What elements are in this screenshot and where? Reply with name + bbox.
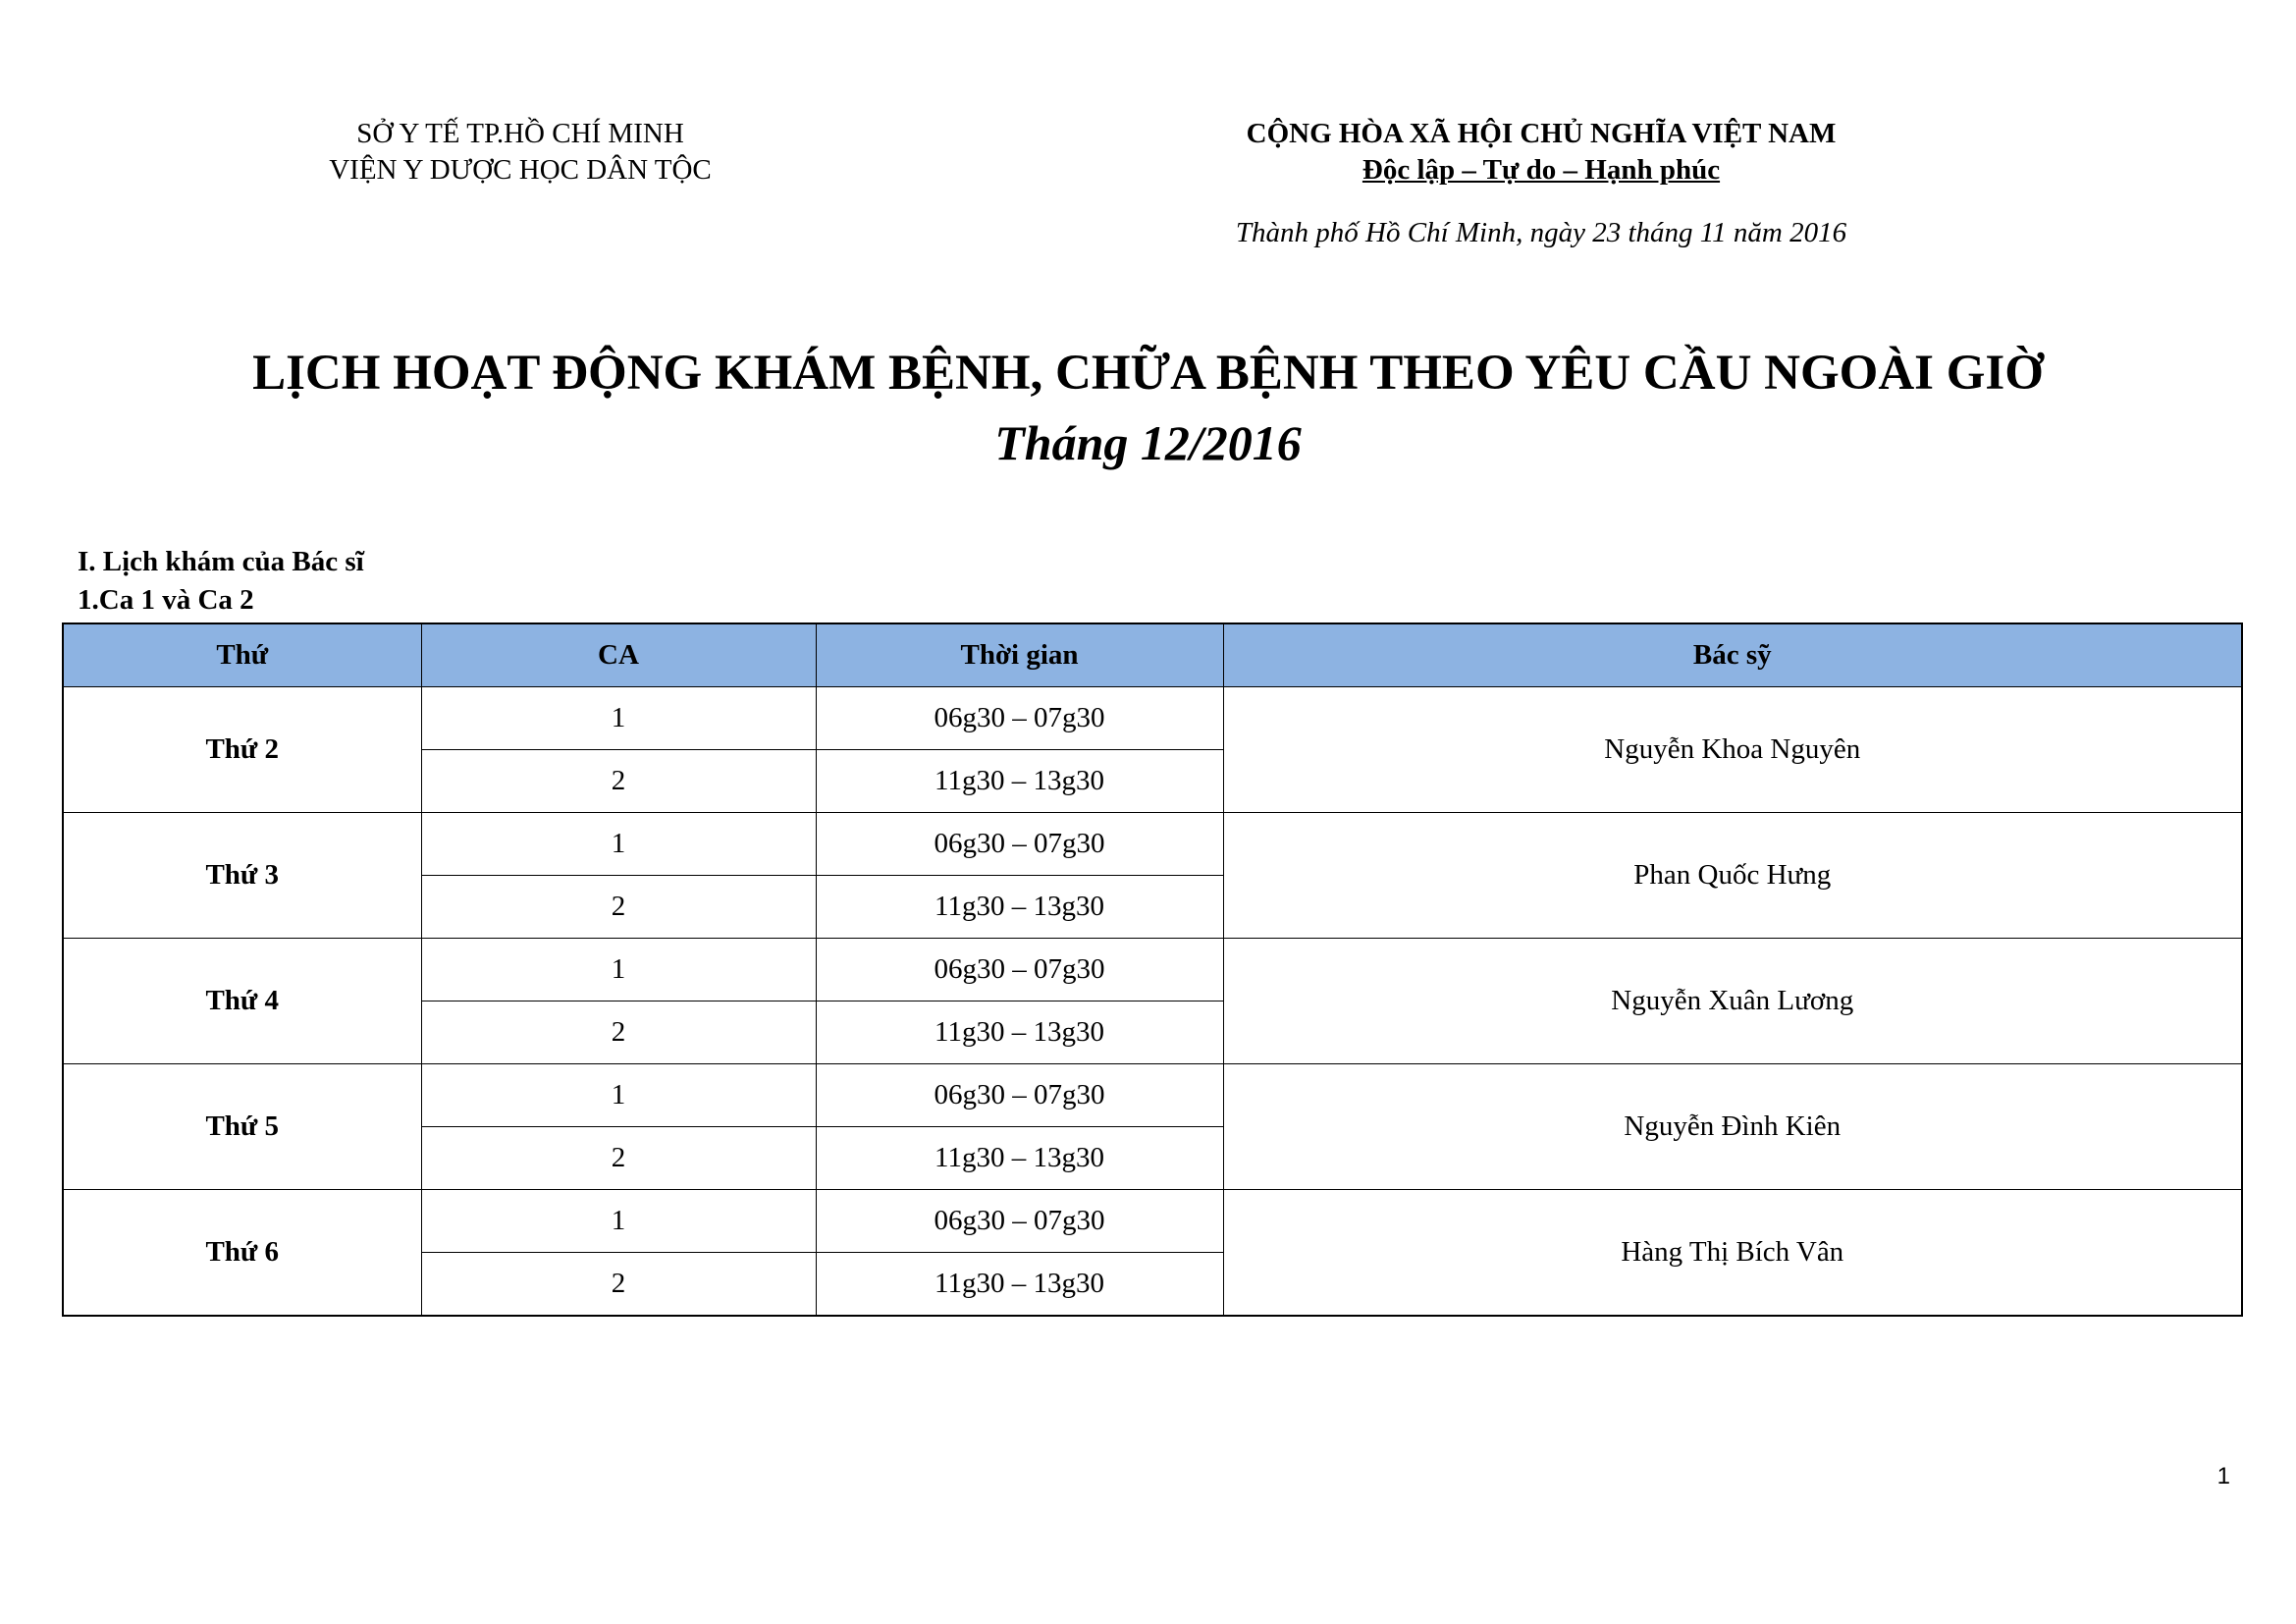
doctor-cell: Nguyễn Xuân Lương xyxy=(1223,939,2242,1064)
shift-cell: 1 xyxy=(421,939,816,1001)
day-cell: Thứ 2 xyxy=(63,687,421,813)
document-title: LỊCH HOẠT ĐỘNG KHÁM BỆNH, CHỮA BỆNH THEO YÊU CẦU NGOÀI GIỜ xyxy=(252,346,2044,401)
shift-cell: 2 xyxy=(421,1127,816,1190)
issuing-authority xyxy=(226,116,815,189)
day-cell: Thứ 3 xyxy=(63,813,421,939)
table-row xyxy=(63,1064,2242,1127)
time-cell: 06g30 – 07g30 xyxy=(816,939,1223,1001)
shift-cell: 2 xyxy=(421,876,816,939)
column-header-day: Thứ xyxy=(63,623,421,687)
time-cell: 06g30 – 07g30 xyxy=(816,813,1223,876)
day-cell: Thứ 5 xyxy=(63,1064,421,1190)
column-header-time: Thời gian xyxy=(816,623,1223,687)
day-cell: Thứ 6 xyxy=(63,1190,421,1317)
shift-cell: 1 xyxy=(421,1190,816,1253)
shift-cell: 1 xyxy=(421,1064,816,1127)
shift-cell: 2 xyxy=(421,750,816,813)
time-cell: 06g30 – 07g30 xyxy=(816,1190,1223,1253)
time-cell: 11g30 – 13g30 xyxy=(816,876,1223,939)
shift-cell: 2 xyxy=(421,1253,816,1317)
page-number: 1 xyxy=(2216,1463,2230,1489)
schedule-table xyxy=(62,623,2243,1317)
department-name: SỞ Y TẾ TP.HỒ CHÍ MINH xyxy=(356,118,684,149)
table-row xyxy=(63,1190,2242,1253)
column-header-shift: CA xyxy=(421,623,816,687)
time-cell: 11g30 – 13g30 xyxy=(816,1127,1223,1190)
shift-cell: 1 xyxy=(421,813,816,876)
table-header-row xyxy=(63,623,2242,687)
time-cell: 06g30 – 07g30 xyxy=(816,687,1223,750)
time-cell: 06g30 – 07g30 xyxy=(816,1064,1223,1127)
institute-name: VIỆN Y DƯỢC HỌC DÂN TỘC xyxy=(329,154,712,186)
day-cell: Thứ 4 xyxy=(63,939,421,1064)
section-heading: I. Lịch khám của Bác sĩ xyxy=(78,546,364,577)
doctor-cell: Hàng Thị Bích Vân xyxy=(1223,1190,2242,1317)
table-row xyxy=(63,939,2242,1001)
table-row xyxy=(63,813,2242,876)
column-header-doctor: Bác sỹ xyxy=(1223,623,2242,687)
shift-cell: 2 xyxy=(421,1001,816,1064)
document-subtitle: Tháng 12/2016 xyxy=(994,415,1302,470)
time-cell: 11g30 – 13g30 xyxy=(816,1001,1223,1064)
national-heading xyxy=(1139,116,1944,189)
time-cell: 11g30 – 13g30 xyxy=(816,750,1223,813)
doctor-cell: Nguyễn Đình Kiên xyxy=(1223,1064,2242,1190)
subsection-heading: 1.Ca 1 và Ca 2 xyxy=(78,584,254,616)
country-name: CỘNG HÒA XÃ HỘI CHỦ NGHĨA VIỆT NAM xyxy=(1246,118,1837,149)
doctor-cell: Nguyễn Khoa Nguyên xyxy=(1223,687,2242,813)
time-cell: 11g30 – 13g30 xyxy=(816,1253,1223,1317)
table-row xyxy=(63,687,2242,750)
shift-cell: 1 xyxy=(421,687,816,750)
national-motto: Độc lập – Tự do – Hạnh phúc xyxy=(1362,154,1721,186)
issue-date: Thành phố Hồ Chí Minh, ngày 23 tháng 11 năm 2016 xyxy=(1235,217,1847,248)
doctor-cell: Phan Quốc Hưng xyxy=(1223,813,2242,939)
